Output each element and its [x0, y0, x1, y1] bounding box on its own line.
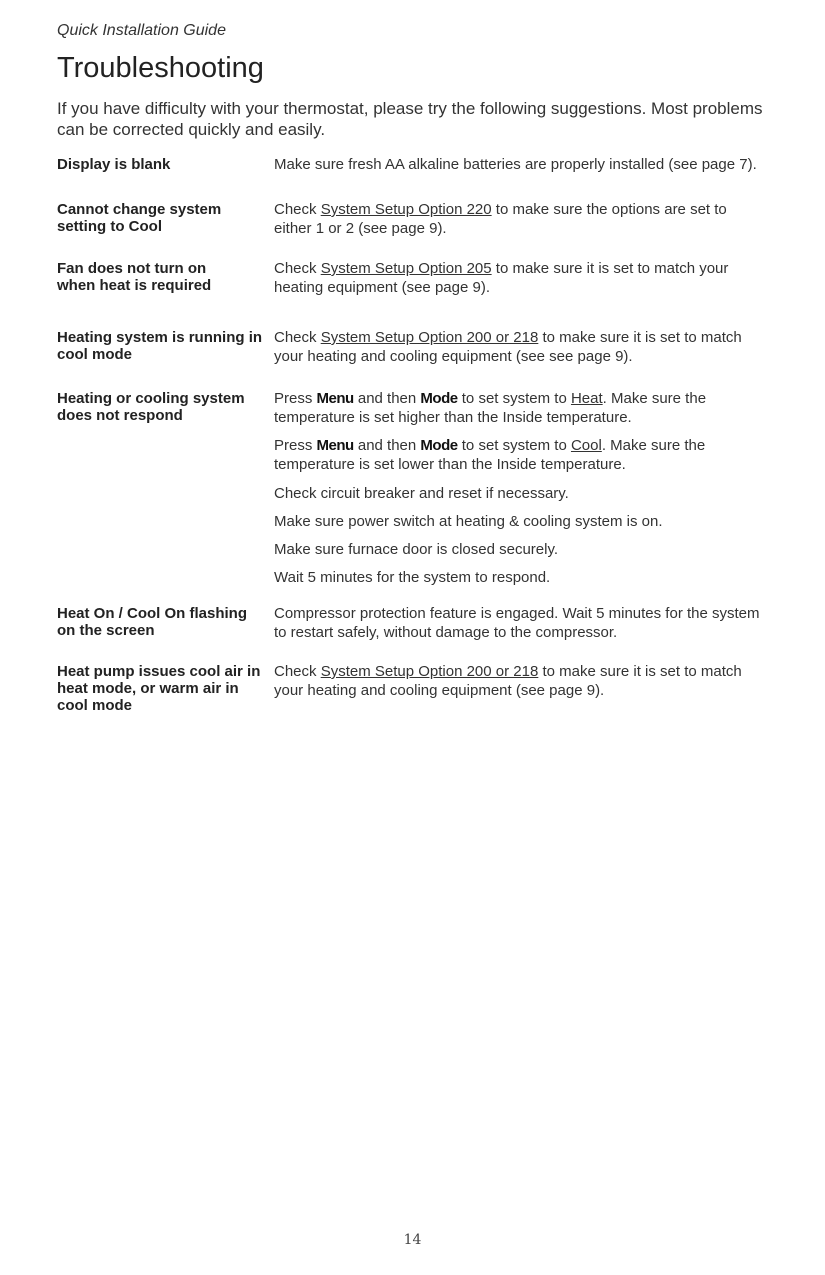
menu-key: Menu [316, 437, 354, 454]
option-link: System Setup Option 205 [320, 260, 492, 277]
text: Check [274, 329, 321, 346]
text: to set system to [457, 390, 571, 407]
problem-term: Heating system is running in cool mode [57, 329, 263, 363]
solution-text: Make sure power switch at heating & cooling system is on. [274, 513, 663, 530]
option-link: System Setup Option 220 [320, 201, 492, 218]
running-header: Quick Installation Guide [57, 22, 226, 39]
text: . Make sure the temperature is set higher than the Inside temperature. [274, 390, 707, 426]
mode-key: Mode [420, 390, 458, 407]
intro-text: If you have difficulty with your thermostat, please try the following suggestions. Most problems can be corrected quickly and easily. [57, 99, 763, 139]
solution-text: Make sure fresh AA alkaline batteries are properly installed (see page 7). [274, 156, 757, 173]
text: Check [274, 663, 321, 680]
text: Check [274, 201, 321, 218]
problem-term: Heating or cooling system does not respond [57, 390, 245, 424]
text: . Make sure the temperature is set lower than the Inside temperature. [274, 437, 706, 473]
mode-key: Mode [420, 437, 458, 454]
text: to make sure it is set to match your heating and cooling equipment (see see page 9). [274, 329, 742, 365]
text: Press [274, 390, 317, 407]
problem-term: Heat pump issues cool air in heat mode, or warm air in cool mode [57, 663, 261, 714]
solution-text: Check circuit breaker and reset if necessary. [274, 485, 569, 502]
text: and then [353, 437, 421, 454]
option-link: System Setup Option 200 or 218 [320, 329, 539, 346]
text: to make sure it is set to match your heating and cooling equipment (see page 9). [274, 663, 742, 699]
solution-text [274, 436, 764, 474]
text: Press [274, 437, 317, 454]
text: to make sure the options are set to either 1 or 2 (see page 9). [274, 201, 727, 237]
text: to make sure it is set to match your heating equipment (see page 9). [274, 260, 729, 296]
text: and then [353, 390, 421, 407]
menu-key: Menu [316, 390, 354, 407]
page-number: 14 [403, 1232, 422, 1248]
solution-text: Compressor protection feature is engaged. Wait 5 minutes for the system to restart safely, without damage to the compressor. [274, 605, 760, 641]
solution-text [274, 259, 764, 297]
cool-setting: Cool [570, 437, 602, 454]
solution-text [274, 389, 764, 427]
page-title: Troubleshooting [57, 52, 264, 84]
problem-term: Cannot change system setting to Cool [57, 201, 222, 235]
heat-setting: Heat [570, 390, 603, 407]
text: to set system to [457, 437, 571, 454]
problem-term: Fan does not turn on when heat is required [57, 260, 212, 294]
solution-text [274, 662, 764, 700]
option-link: System Setup Option 200 or 218 [320, 663, 539, 680]
solution-text [274, 200, 764, 238]
problem-term: Display is blank [57, 156, 171, 173]
solution-text [274, 328, 744, 366]
solution-text: Wait 5 minutes for the system to respond. [274, 569, 551, 586]
text: Check [274, 260, 321, 277]
problem-term: Heat On / Cool On flashing on the screen [57, 605, 248, 639]
solution-text: Make sure furnace door is closed securely. [274, 541, 559, 558]
